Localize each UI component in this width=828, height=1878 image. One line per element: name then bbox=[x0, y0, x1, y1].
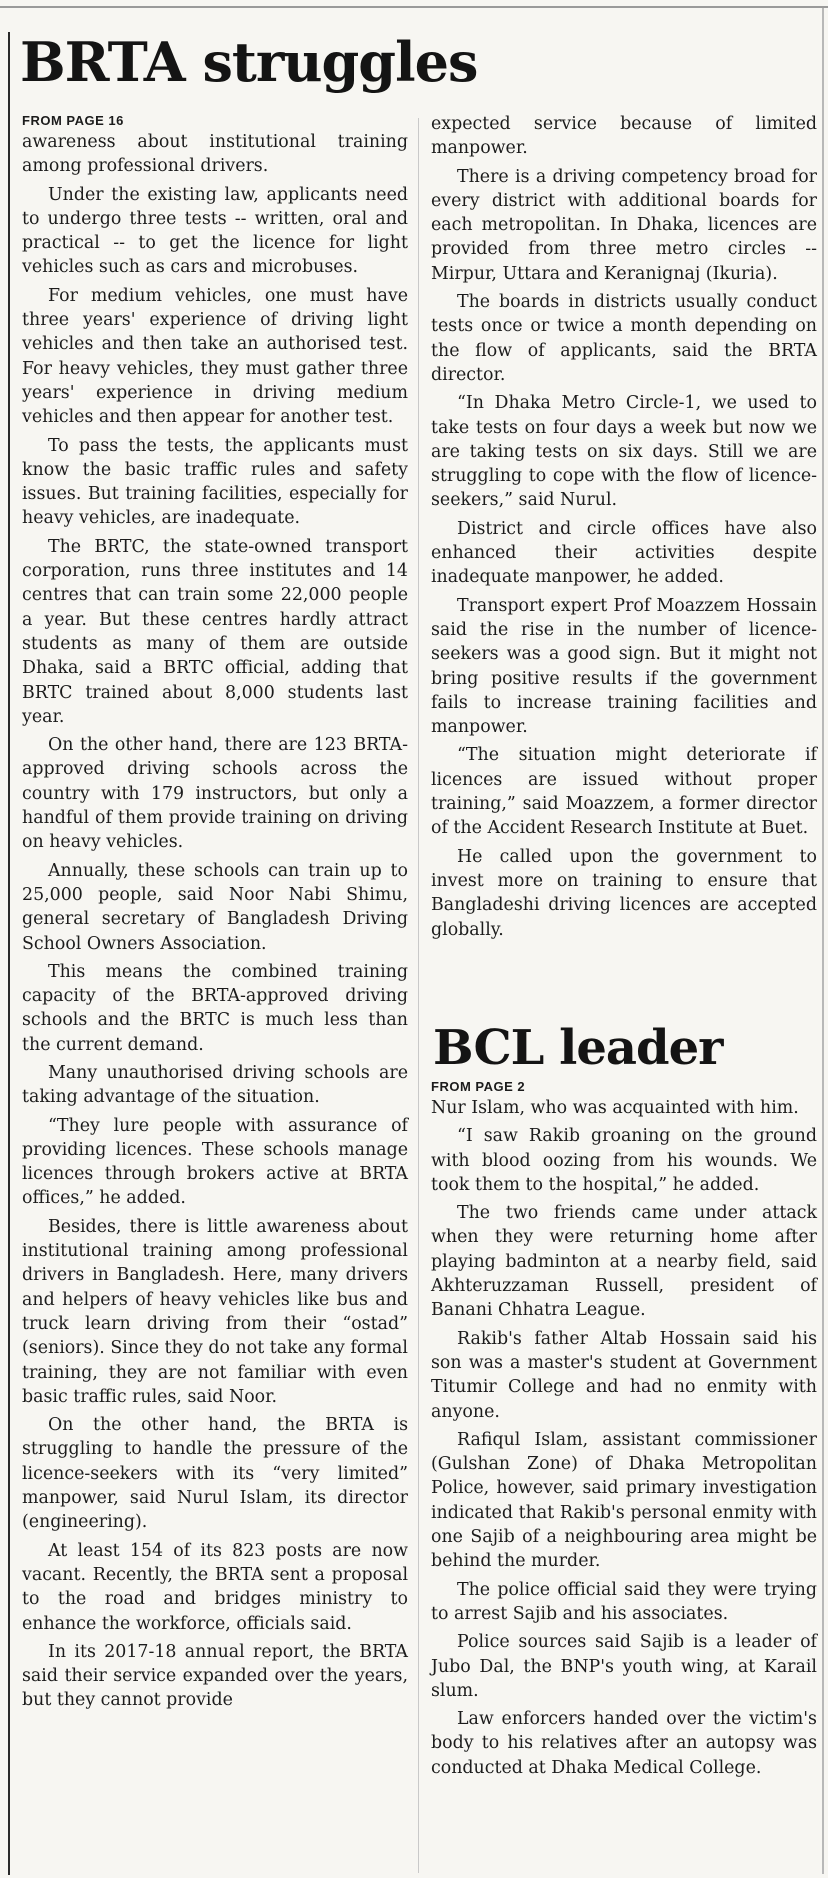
brta-column-2 bbox=[431, 112, 817, 946]
paragraph: At least 154 of its 823 posts are now vacant. Recently, the BRTA sent a proposal to the road and bridges ministry to enhance the workforce, officials said. bbox=[22, 1540, 408, 1634]
paragraph: “I saw Rakib groaning on the ground with blood oozing from his wounds. We took them to the hospital,” he added. bbox=[431, 1126, 817, 1195]
right-rule bbox=[822, 8, 824, 1874]
paragraph: Transport expert Prof Moazzem Hossain said the rise in the number of licence-seekers was a good sign. But it might not bring positive results if the government fails to increase training facilities and manpower. bbox=[431, 595, 817, 738]
paragraph: Besides, there is little awareness about institutional training among professional drivers in Bangladesh. Here, many drivers and helpers of heavy vehicles like bus and truck learn driving from their “ostad” (seniors). Since they do not take any formal training, they are not familiar with even basic traffic rules, said Noor. bbox=[22, 1216, 408, 1407]
paragraph: Annually, these schools can train up to 25,000 people, said Noor Nabi Shimu, general secretary of Bangladesh Driving School Owners Association. bbox=[22, 860, 408, 954]
paragraph: The police official said they were trying to arrest Sajib and his associates. bbox=[431, 1579, 817, 1624]
bcl-column bbox=[431, 1078, 817, 1784]
kicker-bcl: FROM PAGE 2 bbox=[431, 1079, 526, 1094]
kicker-brta: FROM PAGE 16 bbox=[22, 113, 124, 128]
headline-bcl: BCL leader bbox=[433, 1020, 723, 1076]
paragraph: On the other hand, there are 123 BRTA-approved driving schools across the country with 179 instructors, but only a handful of them provide training on driving on heavy vehicles. bbox=[22, 735, 408, 853]
paragraph: There is a driving competency broad for every district with additional boards for each metropolitan. In Dhaka, licences are provided from three metro circles -- Mirpur, Uttara and Keranignaj (Ikuria). bbox=[431, 166, 817, 284]
top-border bbox=[0, 6, 828, 8]
paragraph: Many unauthorised driving schools are taking advantage of the situation. bbox=[22, 1062, 408, 1108]
paragraph: In its 2017-18 annual report, the BRTA said their service expanded over the years, but they cannot provide bbox=[22, 1641, 408, 1711]
paragraph: Rafiqul Islam, assistant commissioner (Gulshan Zone) of Dhaka Metropolitan Police, however, said primary investigation indicated that Rakib's personal enmity with one Sajib of a neighbouring area might be behind the murder. bbox=[431, 1429, 817, 1572]
paragraph: Police sources said Sajib is a leader of Jubo Dal, the BNP's youth wing, at Karail slum. bbox=[431, 1632, 817, 1701]
left-rule bbox=[8, 32, 10, 1875]
paragraph: The two friends came under attack when they were returning home after playing badminton at a nearby field, said Akhteruzzaman Russell, president of Banani Chhatra League. bbox=[431, 1203, 817, 1321]
paragraph: “They lure people with assurance of providing licences. These schools manage licences through brokers active at BRTA offices,” he added. bbox=[22, 1115, 408, 1209]
paragraph: Rakib's father Altab Hossain said his son was a master's student at Government Titumir College and had no enmity with anyone. bbox=[431, 1328, 817, 1422]
paragraph: On the other hand, the BRTA is struggling to handle the pressure of the licence-seekers with its “very limited” manpower, said Nurul Islam, its director (engineering). bbox=[22, 1415, 408, 1533]
paragraph: The BRTC, the state-owned transport corporation, runs three institutes and 14 centres that can train some 22,000 people a year. But these centres hardly attract students as many of them are outside Dhaka, said a BRTC official, adding that BRTC trained about 8,000 students last year. bbox=[22, 536, 408, 727]
headline-brta: BRTA struggles bbox=[20, 30, 478, 94]
paragraph: Nur Islam, who was acquainted with him. bbox=[431, 1098, 799, 1118]
paragraph: The boards in districts usually conduct tests once or twice a month depending on the flow of applicants, said the BRTA director. bbox=[431, 292, 817, 385]
paragraph: He called upon the government to invest more on training to ensure that Bangladeshi driving licences are accepted globally. bbox=[431, 846, 817, 940]
paragraph: For medium vehicles, one must have three years' experience of driving light vehicles and then take an authorised test. For heavy vehicles, they must gather three years' experience in driving medium vehicles and then appear for another test. bbox=[22, 285, 408, 428]
paragraph: “In Dhaka Metro Circle-1, we used to take tests on four days a week but now we are taking tests on six days. Still we are struggling to cope with the flow of licence-seekers,” said Nurul. bbox=[431, 393, 817, 511]
brta-column-1 bbox=[22, 112, 408, 1717]
paragraph: “The situation might deteriorate if licences are issued without proper training,” said Moazzem, a former director of the Accident Research Institute at Buet. bbox=[431, 745, 817, 839]
column-divider bbox=[418, 118, 419, 1873]
paragraph: Law enforcers handed over the victim's body to his relatives after an autopsy was conducted at Dhaka Medical College. bbox=[431, 1709, 817, 1778]
paragraph: Under the existing law, applicants need to undergo three tests -- written, oral and practical -- to get the licence for light vehicles such as cars and microbuses. bbox=[22, 184, 408, 278]
paragraph: District and circle offices have also enhanced their activities despite inadequate manpower, he added. bbox=[431, 518, 817, 588]
paragraph: This means the combined training capacity of the BRTA-approved driving schools and the BRTC is much less than the current demand. bbox=[22, 961, 408, 1055]
paragraph: expected service because of limited manpower. bbox=[431, 114, 817, 159]
paragraph: awareness about institutional training among professional drivers. bbox=[22, 132, 408, 177]
paragraph: To pass the tests, the applicants must know the basic traffic rules and safety issues. But training facilities, especially for heavy vehicles, are inadequate. bbox=[22, 435, 408, 529]
